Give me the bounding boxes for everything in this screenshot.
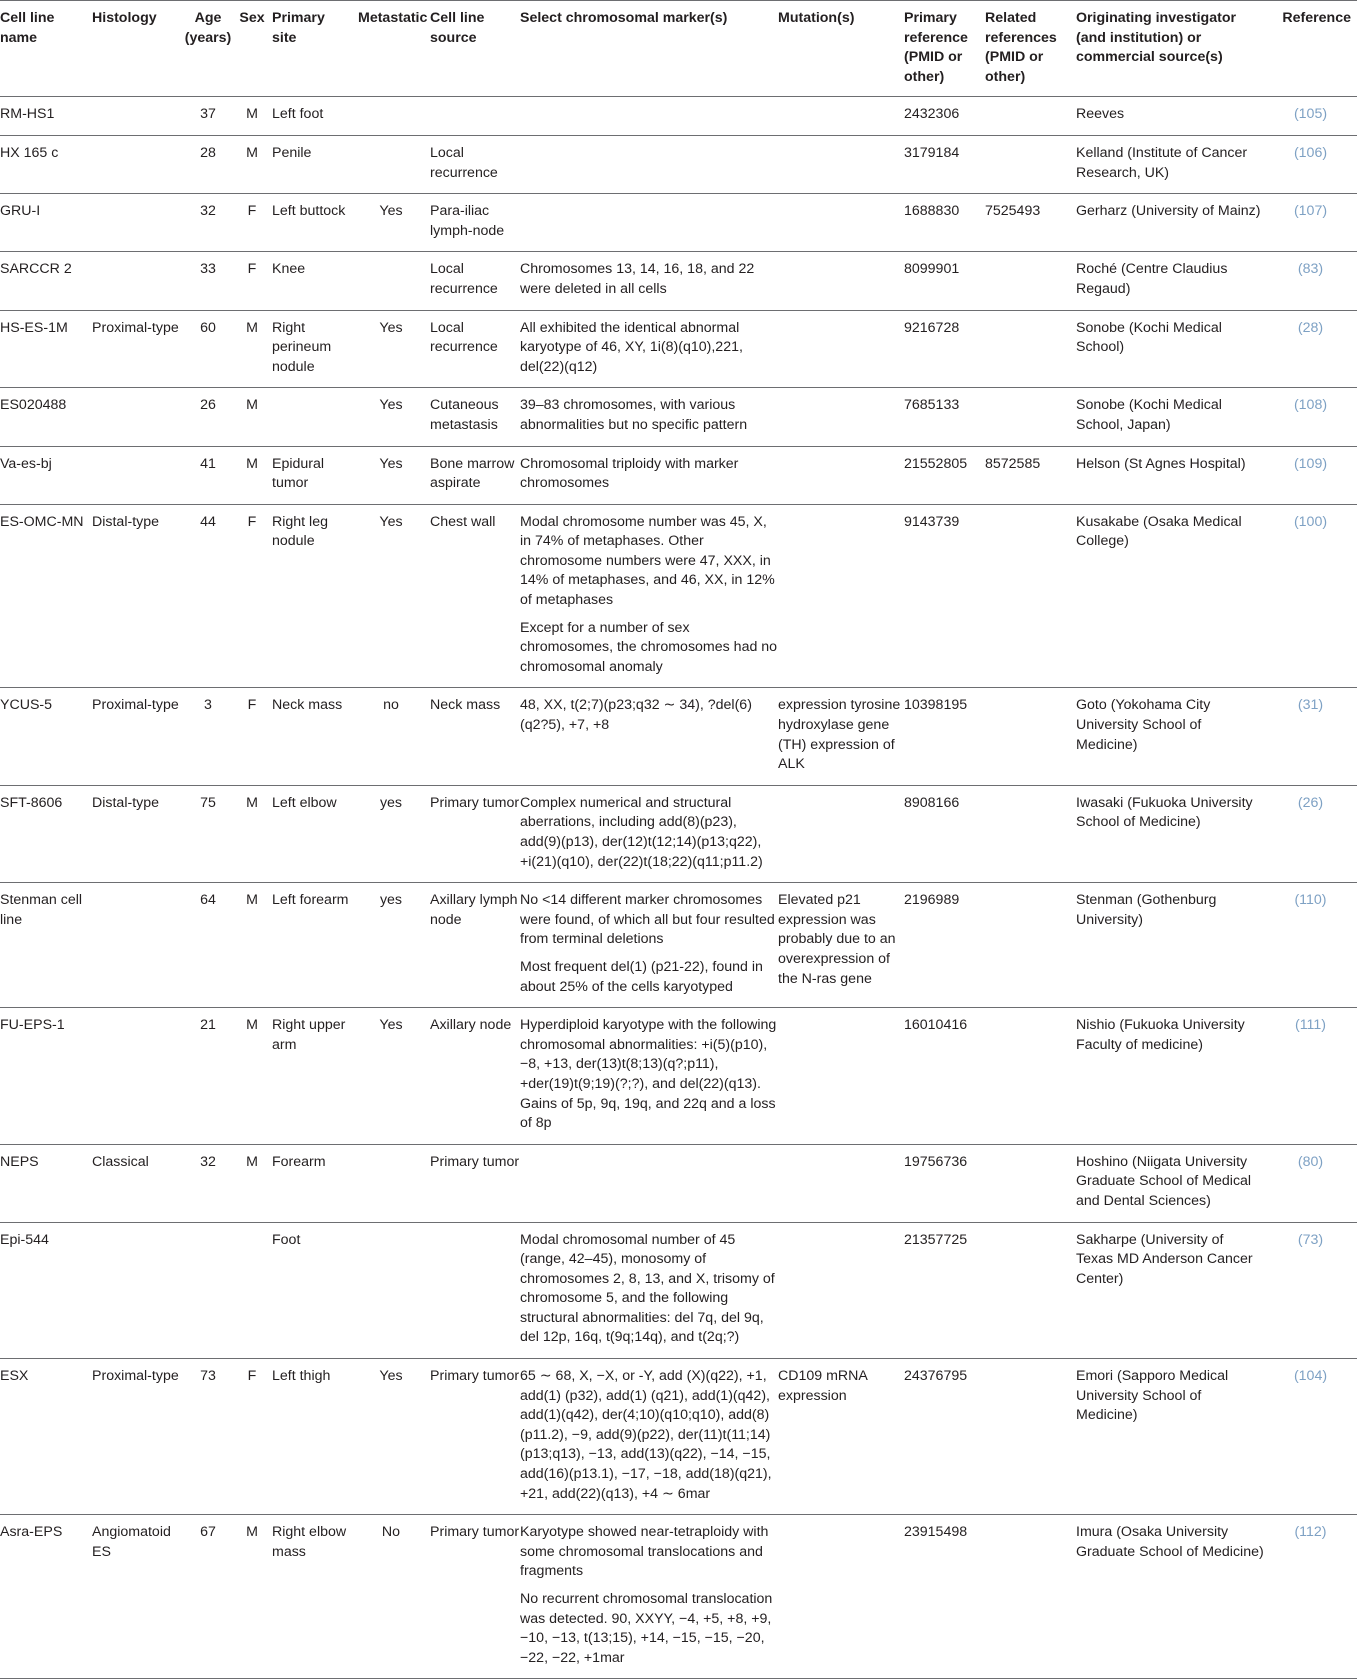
- mutations-cell: [778, 135, 904, 193]
- age-cell: 75: [184, 785, 232, 882]
- mutations-cell: [778, 446, 904, 504]
- histology-cell: [92, 1008, 184, 1145]
- cell-line-source-cell: Local recurrence: [430, 310, 520, 388]
- cell-line-name: FU-EPS-1: [0, 1008, 92, 1145]
- mutations-cell: [778, 1144, 904, 1222]
- histology-cell: Angiomatoid ES: [92, 1515, 184, 1679]
- marker-paragraph: All exhibited the identical abnormal karyotype of 46, XY, 1i(8)(q10),221, del(22)(q12): [520, 319, 743, 375]
- reference-link[interactable]: (106): [1264, 135, 1357, 193]
- primary-site-cell: Epidural tumor: [272, 446, 352, 504]
- age-cell: 41: [184, 446, 232, 504]
- age-cell: 44: [184, 504, 232, 688]
- cell-line-name: ES020488: [0, 388, 92, 446]
- reference-link[interactable]: (28): [1264, 310, 1357, 388]
- marker-paragraph: Complex numerical and structural aberrations, including add(8)(p23), add(9)(p13), der(12)t(12;14)(p13;q22), +i(21)(q10), der(22)t(18;22)(q11;p11.2): [520, 794, 763, 870]
- investigator-cell: Imura (Osaka University Graduate School of Medicine): [1076, 1515, 1264, 1679]
- mutations-cell: [778, 785, 904, 882]
- cell-line-name: Stenman cell line: [0, 883, 92, 1008]
- metastatic-cell: [352, 1222, 430, 1359]
- reference-link[interactable]: (112): [1264, 1515, 1357, 1679]
- chromosomal-markers-cell: [520, 785, 778, 882]
- sex-cell: F: [232, 1359, 272, 1515]
- cell-line-source-cell: Chest wall: [430, 504, 520, 688]
- sex-cell: F: [232, 252, 272, 310]
- cell-line-source-cell: [430, 1222, 520, 1359]
- sex-cell: F: [232, 688, 272, 785]
- primary-reference-cell: 16010416: [904, 1008, 985, 1145]
- investigator-cell: Stenman (Gothenburg University): [1076, 883, 1264, 1008]
- table-header-row: [0, 1, 1357, 97]
- age-cell: 32: [184, 1144, 232, 1222]
- cell-line-source-cell: [430, 97, 520, 136]
- sex-cell: M: [232, 310, 272, 388]
- header-primary-reference: Primary reference (PMID or other): [904, 1, 985, 97]
- primary-site-cell: Right upper arm: [272, 1008, 352, 1145]
- primary-reference-cell: 24376795: [904, 1359, 985, 1515]
- marker-paragraph: Karyotype showed near-tetraploidy with some chromosomal translocations and fragments: [520, 1524, 769, 1580]
- header-sex: Sex: [232, 1, 272, 97]
- cell-line-name: Asra-EPS: [0, 1515, 92, 1679]
- sex-cell: M: [232, 1008, 272, 1145]
- header-cell-line-source: Cell line source: [430, 1, 520, 97]
- chromosomal-markers-cell: [520, 388, 778, 446]
- primary-reference-cell: 21552805: [904, 446, 985, 504]
- cell-line-name: YCUS-5: [0, 688, 92, 785]
- header-originating-investigator: Originating investigator (and institution) or commercial source(s): [1076, 1, 1264, 97]
- cell-line-source-cell: Cutaneous metastasis: [430, 388, 520, 446]
- sex-cell: M: [232, 883, 272, 1008]
- related-references-cell: [985, 1144, 1076, 1222]
- marker-paragraph: Chromosomes 13, 14, 16, 18, and 22 were deleted in all cells: [520, 261, 755, 297]
- age-cell: 73: [184, 1359, 232, 1515]
- metastatic-cell: Yes: [352, 1008, 430, 1145]
- investigator-cell: Gerharz (University of Mainz): [1076, 194, 1264, 252]
- reference-link[interactable]: (109): [1264, 446, 1357, 504]
- primary-site-cell: [272, 388, 352, 446]
- histology-cell: [92, 446, 184, 504]
- investigator-cell: Helson (St Agnes Hospital): [1076, 446, 1264, 504]
- related-references-cell: [985, 135, 1076, 193]
- investigator-cell: Nishio (Fukuoka University Faculty of medicine): [1076, 1008, 1264, 1145]
- reference-link[interactable]: (105): [1264, 97, 1357, 136]
- table-body: [0, 97, 1357, 1679]
- histology-cell: Distal-type: [92, 504, 184, 688]
- sex-cell: M: [232, 785, 272, 882]
- investigator-cell: Sonobe (Kochi Medical School, Japan): [1076, 388, 1264, 446]
- marker-paragraph: 65 ∼ 68, X, −X, or -Y, add (X)(q22), +1, add(1) (p32), add(1) (q21), add(1)(q42), add(1)(q42), der(4;10)(q10;q10), add(8)(p11.2), −9, add(9)(p22), der(11)t(11;14)(p13;q13), −13, add(13)(q22), −14, −15, add(16)(p13.1), −17, −18, add(18)(q21), +21, add(22)(q13), +4 ∼ 6mar: [520, 1368, 772, 1502]
- marker-paragraph: No <14 different marker chromosomes were found, of which all but four resulted from terminal deletions: [520, 892, 775, 948]
- related-references-cell: [985, 1222, 1076, 1359]
- reference-link[interactable]: (111): [1264, 1008, 1357, 1145]
- age-cell: 26: [184, 388, 232, 446]
- cell-line-name: Va-es-bj: [0, 446, 92, 504]
- age-cell: 33: [184, 252, 232, 310]
- cell-line-source-cell: Primary tumor: [430, 785, 520, 882]
- chromosomal-markers-cell: [520, 1359, 778, 1515]
- histology-cell: [92, 135, 184, 193]
- metastatic-cell: Yes: [352, 388, 430, 446]
- age-cell: 28: [184, 135, 232, 193]
- table-row: [0, 1359, 1357, 1515]
- histology-cell: [92, 388, 184, 446]
- table-row: [0, 883, 1357, 1008]
- primary-reference-cell: 8908166: [904, 785, 985, 882]
- marker-paragraph: Except for a number of sex chromosomes, the chromosomes had no chromosomal anomaly: [520, 619, 778, 675]
- chromosomal-markers-cell: [520, 97, 778, 136]
- chromosomal-markers-cell: [520, 446, 778, 504]
- sex-cell: F: [232, 504, 272, 688]
- metastatic-cell: Yes: [352, 310, 430, 388]
- age-cell: 32: [184, 194, 232, 252]
- cell-line-source-cell: Para-iliac lymph-node: [430, 194, 520, 252]
- header-cell-line-name: Cell line name: [0, 1, 92, 97]
- chromosomal-markers-cell: [520, 1144, 778, 1222]
- marker-paragraph: 48, XX, t(2;7)(p23;q32 ∼ 34), ?del(6)(q2?5), +7, +8: [520, 697, 752, 734]
- chromosomal-markers-cell: [520, 504, 778, 688]
- sex-cell: M: [232, 135, 272, 193]
- sex-cell: [232, 1222, 272, 1359]
- cell-line-source-cell: Axillary node: [430, 1008, 520, 1145]
- histology-cell: [92, 1222, 184, 1359]
- table-row: [0, 688, 1357, 785]
- age-cell: 21: [184, 1008, 232, 1145]
- histology-cell: Proximal-type: [92, 688, 184, 785]
- marker-paragraph: Modal chromosomal number of 45 (range, 42–45), monosomy of chromosomes 2, 8, 13, and X, trisomy of chromosome 5, and the following structural abnormalities: del 7q, del 9q, del 12p, 16q, t(9q;14q), and t(2q;?): [520, 1231, 775, 1346]
- reference-link[interactable]: (110): [1264, 883, 1357, 1008]
- metastatic-cell: no: [352, 688, 430, 785]
- primary-reference-cell: 10398195: [904, 688, 985, 785]
- table-row: [0, 194, 1357, 252]
- reference-link[interactable]: (108): [1264, 388, 1357, 446]
- reference-link[interactable]: (104): [1264, 1359, 1357, 1515]
- mutations-cell: [778, 97, 904, 136]
- table-row: [0, 1008, 1357, 1145]
- marker-paragraph: Modal chromosome number was 45, X, in 74% of metaphases. Other chromosome numbers were 47, XXX, in 14% of metaphases, and 46, XX, in 12% of metaphases: [520, 513, 775, 609]
- table-row: [0, 97, 1357, 136]
- marker-paragraph: 39–83 chromosomes, with various abnormalities but no specific pattern: [520, 397, 748, 433]
- chromosomal-markers-cell: [520, 1008, 778, 1145]
- metastatic-cell: yes: [352, 883, 430, 1008]
- header-chromosomal-markers: Select chromosomal marker(s): [520, 1, 778, 97]
- metastatic-cell: Yes: [352, 1359, 430, 1515]
- marker-paragraph: No recurrent chromosomal translocation was detected. 90, XXYY, −4, +5, +8, +9, −10, −13, t(13;15), +14, −15, −15, −20, −22, −22, +1mar: [520, 1591, 773, 1666]
- metastatic-cell: [352, 135, 430, 193]
- related-references-cell: [985, 1515, 1076, 1679]
- primary-site-cell: Right elbow mass: [272, 1515, 352, 1679]
- mutations-cell: [778, 1008, 904, 1145]
- investigator-cell: Emori (Sapporo Medical University School of Medicine): [1076, 1359, 1264, 1515]
- metastatic-cell: Yes: [352, 194, 430, 252]
- related-references-cell: 7525493: [985, 194, 1076, 252]
- table-row: [0, 504, 1357, 688]
- primary-reference-cell: 7685133: [904, 388, 985, 446]
- header-related-references: Related references (PMID or other): [985, 1, 1076, 97]
- sex-cell: M: [232, 1144, 272, 1222]
- related-references-cell: [985, 688, 1076, 785]
- chromosomal-markers-cell: [520, 194, 778, 252]
- table-row: [0, 135, 1357, 193]
- related-references-cell: [985, 883, 1076, 1008]
- primary-site-cell: Left forearm: [272, 883, 352, 1008]
- mutations-cell: [778, 388, 904, 446]
- header-histology: Histology: [92, 1, 184, 97]
- histology-cell: Proximal-type: [92, 310, 184, 388]
- primary-site-cell: Right leg nodule: [272, 504, 352, 688]
- table-row: [0, 1144, 1357, 1222]
- related-references-cell: [985, 1359, 1076, 1515]
- reference-link[interactable]: (107): [1264, 194, 1357, 252]
- histology-cell: [92, 97, 184, 136]
- primary-reference-cell: 2432306: [904, 97, 985, 136]
- table-row: [0, 388, 1357, 446]
- mutations-cell: [778, 1222, 904, 1359]
- chromosomal-markers-cell: [520, 688, 778, 785]
- sex-cell: M: [232, 1515, 272, 1679]
- histology-cell: [92, 194, 184, 252]
- cell-line-source-cell: Neck mass: [430, 688, 520, 785]
- related-references-cell: [985, 252, 1076, 310]
- cell-line-name: HX 165 c: [0, 135, 92, 193]
- cell-line-name: GRU-I: [0, 194, 92, 252]
- histology-cell: Classical: [92, 1144, 184, 1222]
- cell-line-name: Epi-544: [0, 1222, 92, 1359]
- related-references-cell: [985, 504, 1076, 688]
- cell-line-name: NEPS: [0, 1144, 92, 1222]
- table-row: [0, 1222, 1357, 1359]
- primary-reference-cell: 8099901: [904, 252, 985, 310]
- chromosomal-markers-cell: [520, 135, 778, 193]
- cell-line-name: HS-ES-1M: [0, 310, 92, 388]
- histology-cell: Distal-type: [92, 785, 184, 882]
- sex-cell: F: [232, 194, 272, 252]
- cell-line-name: SARCCR 2: [0, 252, 92, 310]
- primary-reference-cell: 9143739: [904, 504, 985, 688]
- chromosomal-markers-cell: [520, 1515, 778, 1679]
- primary-site-cell: Forearm: [272, 1144, 352, 1222]
- investigator-cell: Kelland (Institute of Cancer Research, UK): [1076, 135, 1264, 193]
- metastatic-cell: yes: [352, 785, 430, 882]
- mutations-cell: expression tyrosine hydroxylase gene (TH) expression of ALK: [778, 688, 904, 785]
- table-row: [0, 252, 1357, 310]
- cell-line-name: ES-OMC-MN: [0, 504, 92, 688]
- metastatic-cell: [352, 1144, 430, 1222]
- age-cell: 60: [184, 310, 232, 388]
- age-cell: 3: [184, 688, 232, 785]
- related-references-cell: [985, 1008, 1076, 1145]
- cell-line-source-cell: Local recurrence: [430, 135, 520, 193]
- investigator-cell: Roché (Centre Claudius Regaud): [1076, 252, 1264, 310]
- cell-line-source-cell: Axillary lymph node: [430, 883, 520, 1008]
- investigator-cell: Reeves: [1076, 97, 1264, 136]
- primary-site-cell: Right perineum nodule: [272, 310, 352, 388]
- primary-site-cell: Foot: [272, 1222, 352, 1359]
- sex-cell: M: [232, 446, 272, 504]
- header-age: Age (years): [184, 1, 232, 97]
- chromosomal-markers-cell: [520, 883, 778, 1008]
- primary-site-cell: Left foot: [272, 97, 352, 136]
- table-row: [0, 446, 1357, 504]
- age-cell: [184, 1222, 232, 1359]
- investigator-cell: Goto (Yokohama City University School of Medicine): [1076, 688, 1264, 785]
- header-mutations: Mutation(s): [778, 1, 904, 97]
- header-reference: Reference: [1264, 1, 1357, 97]
- reference-link[interactable]: (100): [1264, 504, 1357, 688]
- table-row: [0, 310, 1357, 388]
- cell-line-source-cell: Local recurrence: [430, 252, 520, 310]
- marker-paragraph: Chromosomal triploidy with marker chromosomes: [520, 455, 739, 492]
- related-references-cell: [985, 310, 1076, 388]
- investigator-cell: Sakharpe (University of Texas MD Anderson Cancer Center): [1076, 1222, 1264, 1359]
- sex-cell: M: [232, 388, 272, 446]
- marker-paragraph: Most frequent del(1) (p21-22), found in about 25% of the cells karyotyped: [520, 958, 763, 995]
- mutations-cell: [778, 310, 904, 388]
- primary-site-cell: Penile: [272, 135, 352, 193]
- chromosomal-markers-cell: [520, 310, 778, 388]
- cell-line-source-cell: Primary tumor: [430, 1515, 520, 1679]
- cell-line-name: RM-HS1: [0, 97, 92, 136]
- header-metastatic: Metastatic: [352, 1, 430, 97]
- sex-cell: M: [232, 97, 272, 136]
- age-cell: 67: [184, 1515, 232, 1679]
- reference-link[interactable]: (83): [1264, 252, 1357, 310]
- primary-reference-cell: 19756736: [904, 1144, 985, 1222]
- metastatic-cell: Yes: [352, 504, 430, 688]
- mutations-cell: [778, 504, 904, 688]
- investigator-cell: Kusakabe (Osaka Medical College): [1076, 504, 1264, 688]
- related-references-cell: 8572585: [985, 446, 1076, 504]
- metastatic-cell: Yes: [352, 446, 430, 504]
- primary-reference-cell: 1688830: [904, 194, 985, 252]
- related-references-cell: [985, 388, 1076, 446]
- header-primary-site: Primary site: [272, 1, 352, 97]
- primary-site-cell: Knee: [272, 252, 352, 310]
- mutations-cell: CD109 mRNA expression: [778, 1359, 904, 1515]
- age-cell: 64: [184, 883, 232, 1008]
- marker-paragraph: Hyperdiploid karyotype with the following chromosomal abnormalities: +i(5)(p10), −8, +13, der(13)t(8;13)(q?;p11), +der(19)t(9;19)(?;?), and del(22)(q13). Gains of 5p, 9q, 19q, and 22q and a loss of 8p: [520, 1017, 777, 1132]
- metastatic-cell: [352, 252, 430, 310]
- related-references-cell: [985, 785, 1076, 882]
- cell-line-source-cell: Primary tumor: [430, 1359, 520, 1515]
- metastatic-cell: [352, 97, 430, 136]
- mutations-cell: [778, 1515, 904, 1679]
- cell-line-name: ESX: [0, 1359, 92, 1515]
- chromosomal-markers-cell: [520, 252, 778, 310]
- investigator-cell: Iwasaki (Fukuoka University School of Medicine): [1076, 785, 1264, 882]
- cell-line-source-cell: Primary tumor: [430, 1144, 520, 1222]
- primary-reference-cell: 9216728: [904, 310, 985, 388]
- table-row: [0, 1515, 1357, 1679]
- histology-cell: [92, 252, 184, 310]
- primary-site-cell: Left buttock: [272, 194, 352, 252]
- primary-reference-cell: 23915498: [904, 1515, 985, 1679]
- reference-link[interactable]: (31): [1264, 688, 1357, 785]
- mutations-cell: [778, 194, 904, 252]
- primary-site-cell: Neck mass: [272, 688, 352, 785]
- cell-line-name: SFT-8606: [0, 785, 92, 882]
- table-row: [0, 785, 1357, 882]
- primary-reference-cell: 3179184: [904, 135, 985, 193]
- related-references-cell: [985, 97, 1076, 136]
- reference-link[interactable]: (73): [1264, 1222, 1357, 1359]
- investigator-cell: Hoshino (Niigata University Graduate School of Medical and Dental Sciences): [1076, 1144, 1264, 1222]
- chromosomal-markers-cell: [520, 1222, 778, 1359]
- histology-cell: [92, 883, 184, 1008]
- metastatic-cell: No: [352, 1515, 430, 1679]
- histology-cell: Proximal-type: [92, 1359, 184, 1515]
- primary-site-cell: Left thigh: [272, 1359, 352, 1515]
- primary-reference-cell: 21357725: [904, 1222, 985, 1359]
- reference-link[interactable]: (26): [1264, 785, 1357, 882]
- mutations-cell: [778, 252, 904, 310]
- age-cell: 37: [184, 97, 232, 136]
- cell-line-source-cell: Bone marrow aspirate: [430, 446, 520, 504]
- investigator-cell: Sonobe (Kochi Medical School): [1076, 310, 1264, 388]
- primary-reference-cell: 2196989: [904, 883, 985, 1008]
- mutations-cell: Elevated p21 expression was probably due to an overexpression of the N-ras gene: [778, 883, 904, 1008]
- reference-link[interactable]: (80): [1264, 1144, 1357, 1222]
- primary-site-cell: Left elbow: [272, 785, 352, 882]
